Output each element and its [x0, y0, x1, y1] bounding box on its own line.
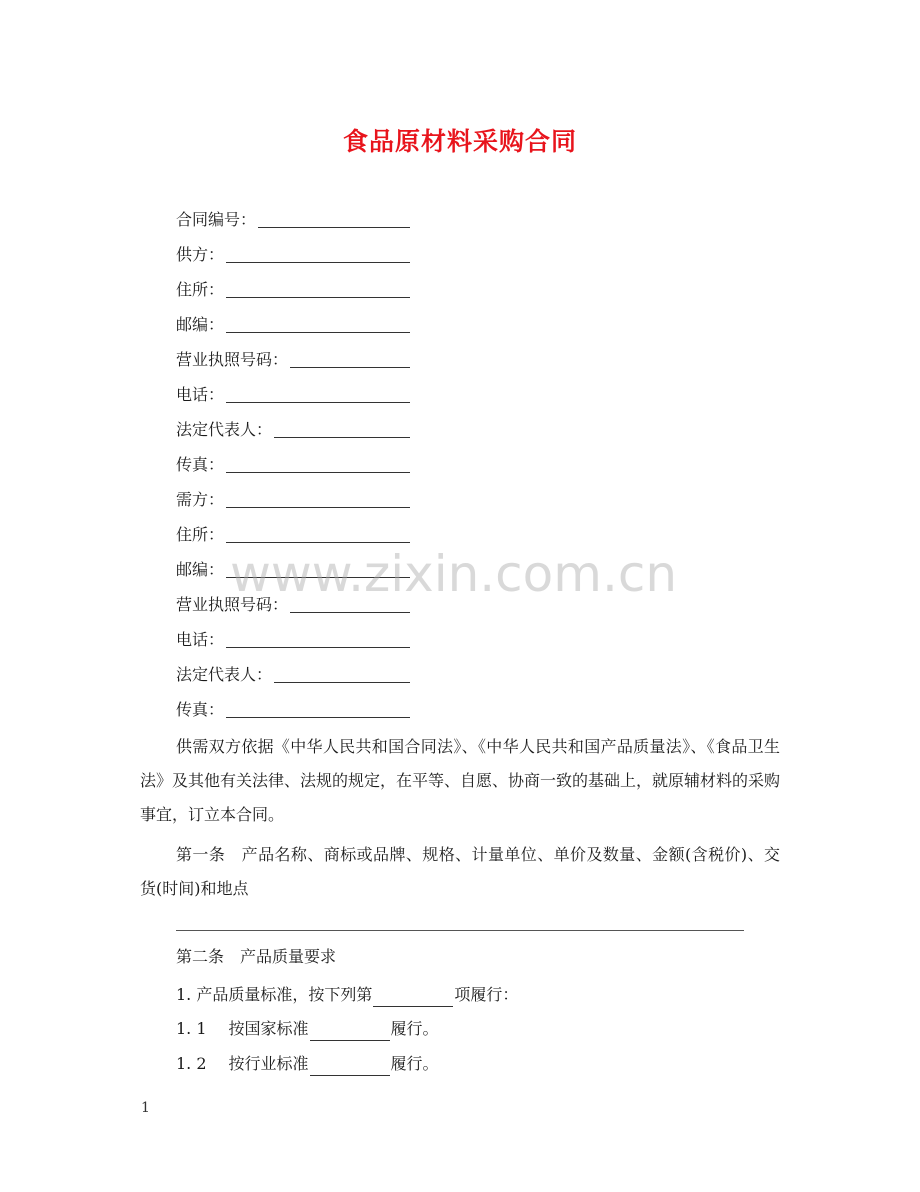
field-label: 传真： — [176, 700, 225, 719]
item-text-before: 按国家标准 — [228, 1019, 309, 1038]
article-1-heading: 第一条 产品名称、商标或品牌、规格、计量单位、单价及数量、金额(含税价)、交货(时间)和地点 — [140, 845, 780, 898]
fill-in-blank[interactable] — [226, 279, 410, 298]
field-label: 电话： — [176, 630, 225, 649]
fill-in-rule[interactable] — [176, 930, 744, 931]
field-label: 传真： — [176, 455, 225, 474]
fill-in-blank[interactable] — [258, 209, 410, 228]
item-text-after: 履行。 — [390, 1054, 439, 1073]
field-label: 需方： — [176, 490, 225, 509]
buyer-field — [176, 481, 416, 516]
field-label: 营业执照号码： — [176, 350, 289, 369]
party-info-fields — [176, 201, 416, 726]
national-standard-item — [176, 1017, 439, 1041]
buyer-license-field — [176, 586, 416, 621]
industry-standard-item — [176, 1052, 439, 1076]
article-text: 产品质量要求 — [240, 947, 337, 966]
document-title: 食品原材料采购合同 — [342, 127, 577, 156]
watermark-text: www.zixin.com.cn — [230, 545, 678, 603]
fill-in-blank[interactable] — [290, 594, 410, 613]
fill-in-blank[interactable] — [226, 629, 410, 648]
field-label: 营业执照号码： — [176, 595, 289, 614]
item-text-after: 项履行： — [454, 985, 519, 1004]
item-number: 1. 1 — [176, 1019, 207, 1038]
field-label: 住所： — [176, 280, 225, 299]
supplier-representative-field — [176, 411, 416, 446]
item-number: 1. 2 — [176, 1054, 207, 1073]
buyer-address-field — [176, 516, 416, 551]
buyer-postcode-field — [176, 551, 416, 586]
page-number: 1 — [141, 1100, 150, 1116]
intro-paragraph: 供需双方依据《中华人民共和国合同法》、《中华人民共和国产品质量法》、《食品卫生法》及其他有关法律、法规的规定，在平等、自愿、协商一致的基础上，就原辅材料的采购事宜，订立本合同。 — [140, 737, 781, 824]
buyer-representative-field — [176, 656, 416, 691]
field-label: 供方： — [176, 245, 225, 264]
supplier-field — [176, 236, 416, 271]
article-number: 第二条 — [176, 947, 225, 966]
item-text-after: 履行。 — [390, 1019, 439, 1038]
field-label: 邮编： — [176, 315, 225, 334]
supplier-phone-field — [176, 376, 416, 411]
fill-in-blank[interactable] — [310, 1057, 390, 1076]
buyer-phone-field — [176, 621, 416, 656]
field-label: 法定代表人： — [176, 420, 273, 439]
supplier-postcode-field — [176, 306, 416, 341]
contract-number-field — [176, 201, 416, 236]
supplier-address-field — [176, 271, 416, 306]
field-label: 法定代表人： — [176, 665, 273, 684]
quality-standard-item — [176, 983, 518, 1007]
fill-in-blank[interactable] — [274, 419, 410, 438]
fill-in-blank[interactable] — [274, 664, 410, 683]
field-label: 邮编： — [176, 560, 225, 579]
fill-in-blank[interactable] — [373, 988, 453, 1007]
fill-in-blank[interactable] — [226, 524, 410, 543]
item-text-before: 1. 产品质量标准，按下列第 — [176, 985, 373, 1004]
fill-in-blank[interactable] — [290, 349, 410, 368]
fill-in-blank[interactable] — [226, 384, 410, 403]
fill-in-blank[interactable] — [226, 244, 410, 263]
item-text-before: 按行业标准 — [228, 1054, 309, 1073]
fill-in-blank[interactable] — [226, 314, 410, 333]
field-label: 住所： — [176, 525, 225, 544]
supplier-fax-field — [176, 446, 416, 481]
fill-in-blank[interactable] — [226, 699, 410, 718]
fill-in-blank[interactable] — [226, 454, 410, 473]
fill-in-blank[interactable] — [226, 489, 410, 508]
buyer-fax-field — [176, 691, 416, 726]
article-2-heading — [176, 945, 336, 969]
fill-in-blank[interactable] — [226, 559, 410, 578]
field-label: 电话： — [176, 385, 225, 404]
fill-in-blank[interactable] — [310, 1022, 390, 1041]
supplier-license-field — [176, 341, 416, 376]
field-label: 合同编号： — [176, 210, 257, 229]
